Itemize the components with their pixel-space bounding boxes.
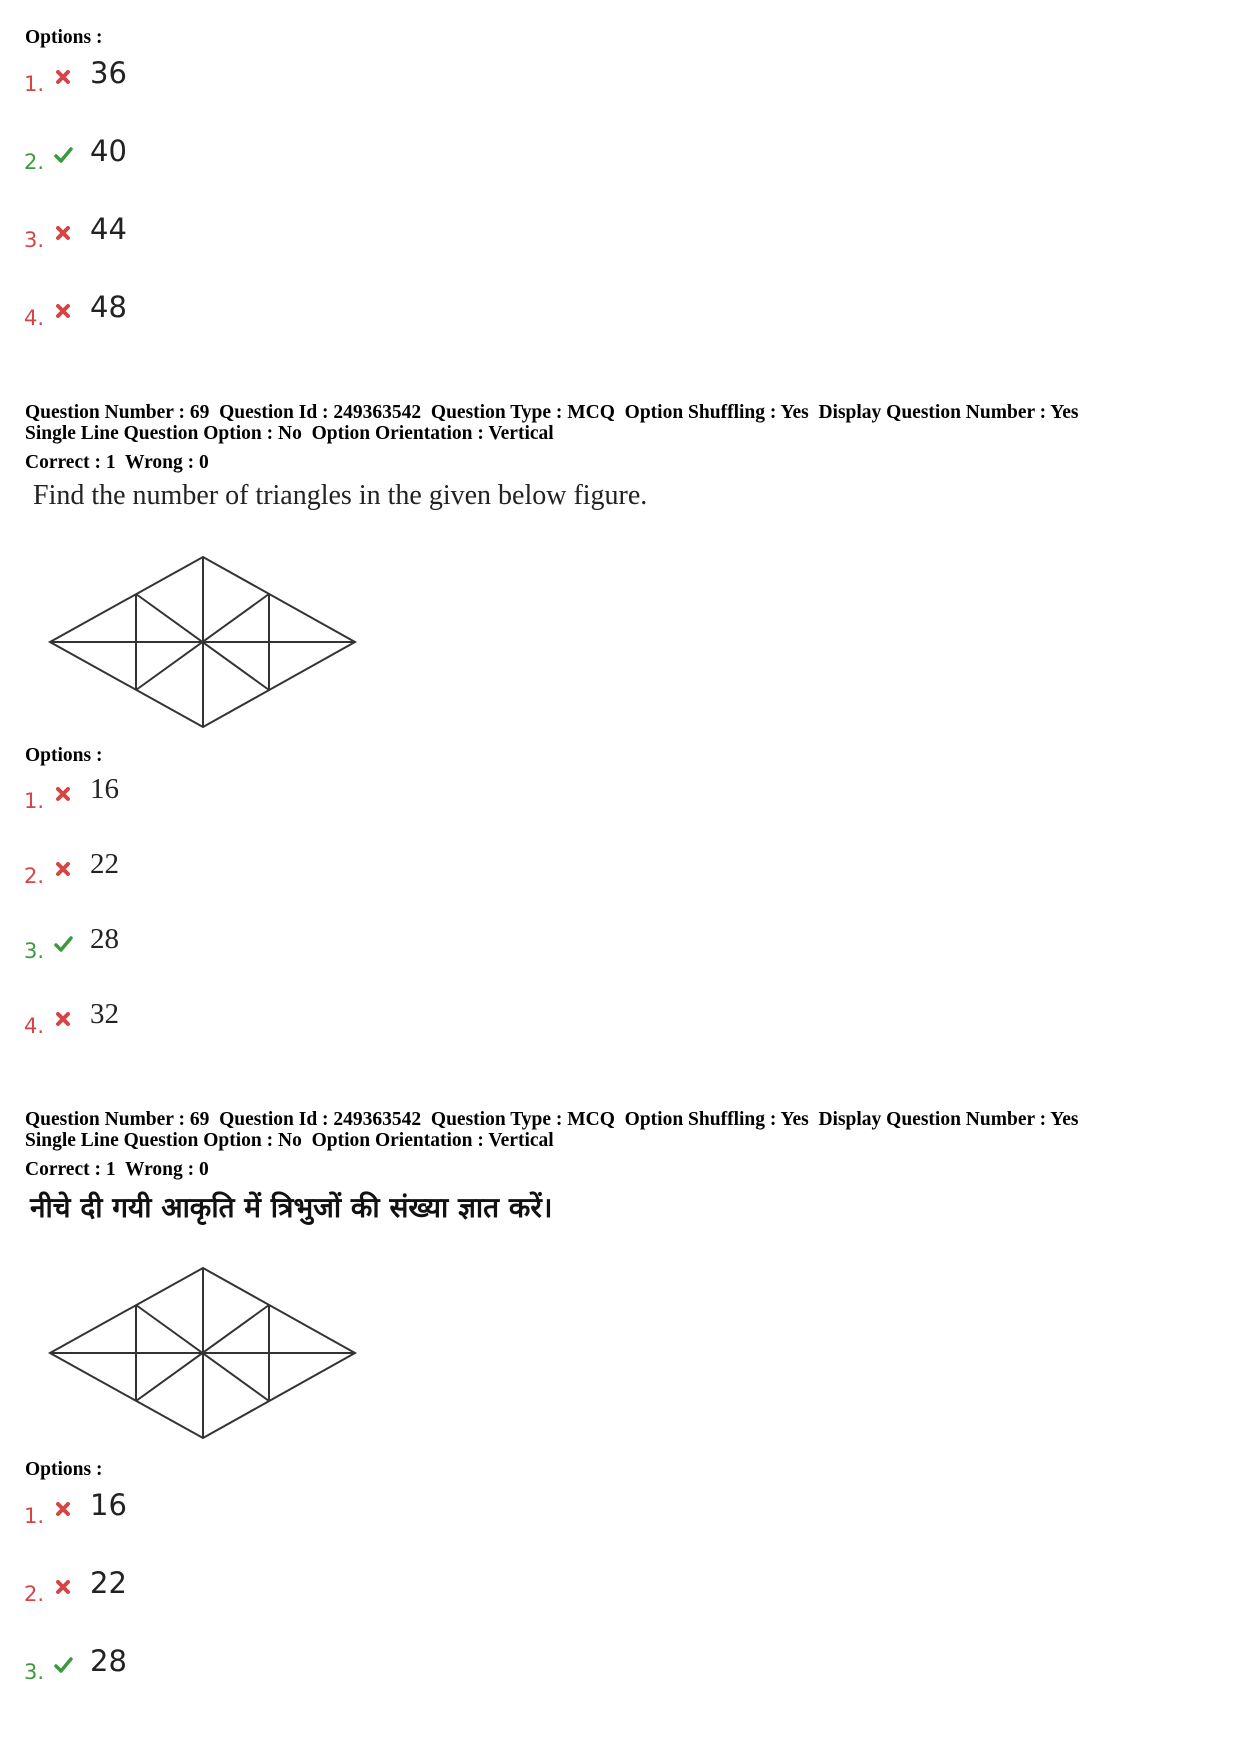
option-number: 2. — [24, 1582, 45, 1606]
option-value: 32 — [90, 998, 119, 1030]
option-number: 4. — [24, 1014, 45, 1038]
cross-icon — [54, 302, 72, 320]
option-value: 16 — [90, 1488, 127, 1522]
option-number: 1. — [24, 1504, 45, 1528]
cross-icon — [54, 68, 72, 86]
option-value: 22 — [90, 1566, 127, 1600]
cross-icon — [54, 1578, 72, 1596]
question-text: Find the number of triangles in the given below figure. — [33, 480, 648, 511]
option-number: 3. — [24, 939, 45, 963]
option-value: 22 — [90, 848, 119, 880]
option-value: 28 — [90, 1644, 127, 1678]
question-meta: Question Number : 69 Question Id : 249363542 Question Type : MCQ Option Shuffling : Yes Display Question Number : Yes — [25, 402, 1079, 423]
options-label: Options : — [25, 27, 103, 48]
triangle-figure — [45, 1266, 365, 1441]
option-number: 3. — [24, 228, 45, 252]
cross-icon — [54, 1500, 72, 1518]
options-label: Options : — [25, 1459, 103, 1480]
option-number: 1. — [24, 789, 45, 813]
question-meta-2: Single Line Question Option : No Option Orientation : Vertical — [25, 423, 554, 444]
option-value: 16 — [90, 773, 119, 805]
cross-icon — [54, 860, 72, 878]
option-number: 2. — [24, 864, 45, 888]
check-icon — [52, 935, 74, 953]
question-meta: Question Number : 69 Question Id : 249363542 Question Type : MCQ Option Shuffling : Yes Display Question Number : Yes — [25, 1109, 1079, 1130]
check-icon — [52, 146, 74, 164]
option-number: 1. — [24, 72, 45, 96]
option-number: 2. — [24, 150, 45, 174]
marks-info: Correct : 1 Wrong : 0 — [25, 452, 209, 473]
check-icon — [52, 1656, 74, 1674]
option-value: 48 — [90, 290, 127, 324]
marks-info: Correct : 1 Wrong : 0 — [25, 1159, 209, 1180]
cross-icon — [54, 224, 72, 242]
option-number: 4. — [24, 306, 45, 330]
cross-icon — [54, 1010, 72, 1028]
option-value: 36 — [90, 56, 127, 90]
triangle-figure — [45, 555, 365, 730]
option-value: 44 — [90, 212, 127, 246]
options-label: Options : — [25, 745, 103, 766]
option-value: 40 — [90, 134, 127, 168]
question-meta-2: Single Line Question Option : No Option Orientation : Vertical — [25, 1130, 554, 1151]
option-number: 3. — [24, 1660, 45, 1684]
cross-icon — [54, 785, 72, 803]
option-value: 28 — [90, 923, 119, 955]
question-text: नीचे दी गयी आकृति में त्रिभुजों की संख्या ज्ञात करें। — [30, 1191, 553, 1224]
